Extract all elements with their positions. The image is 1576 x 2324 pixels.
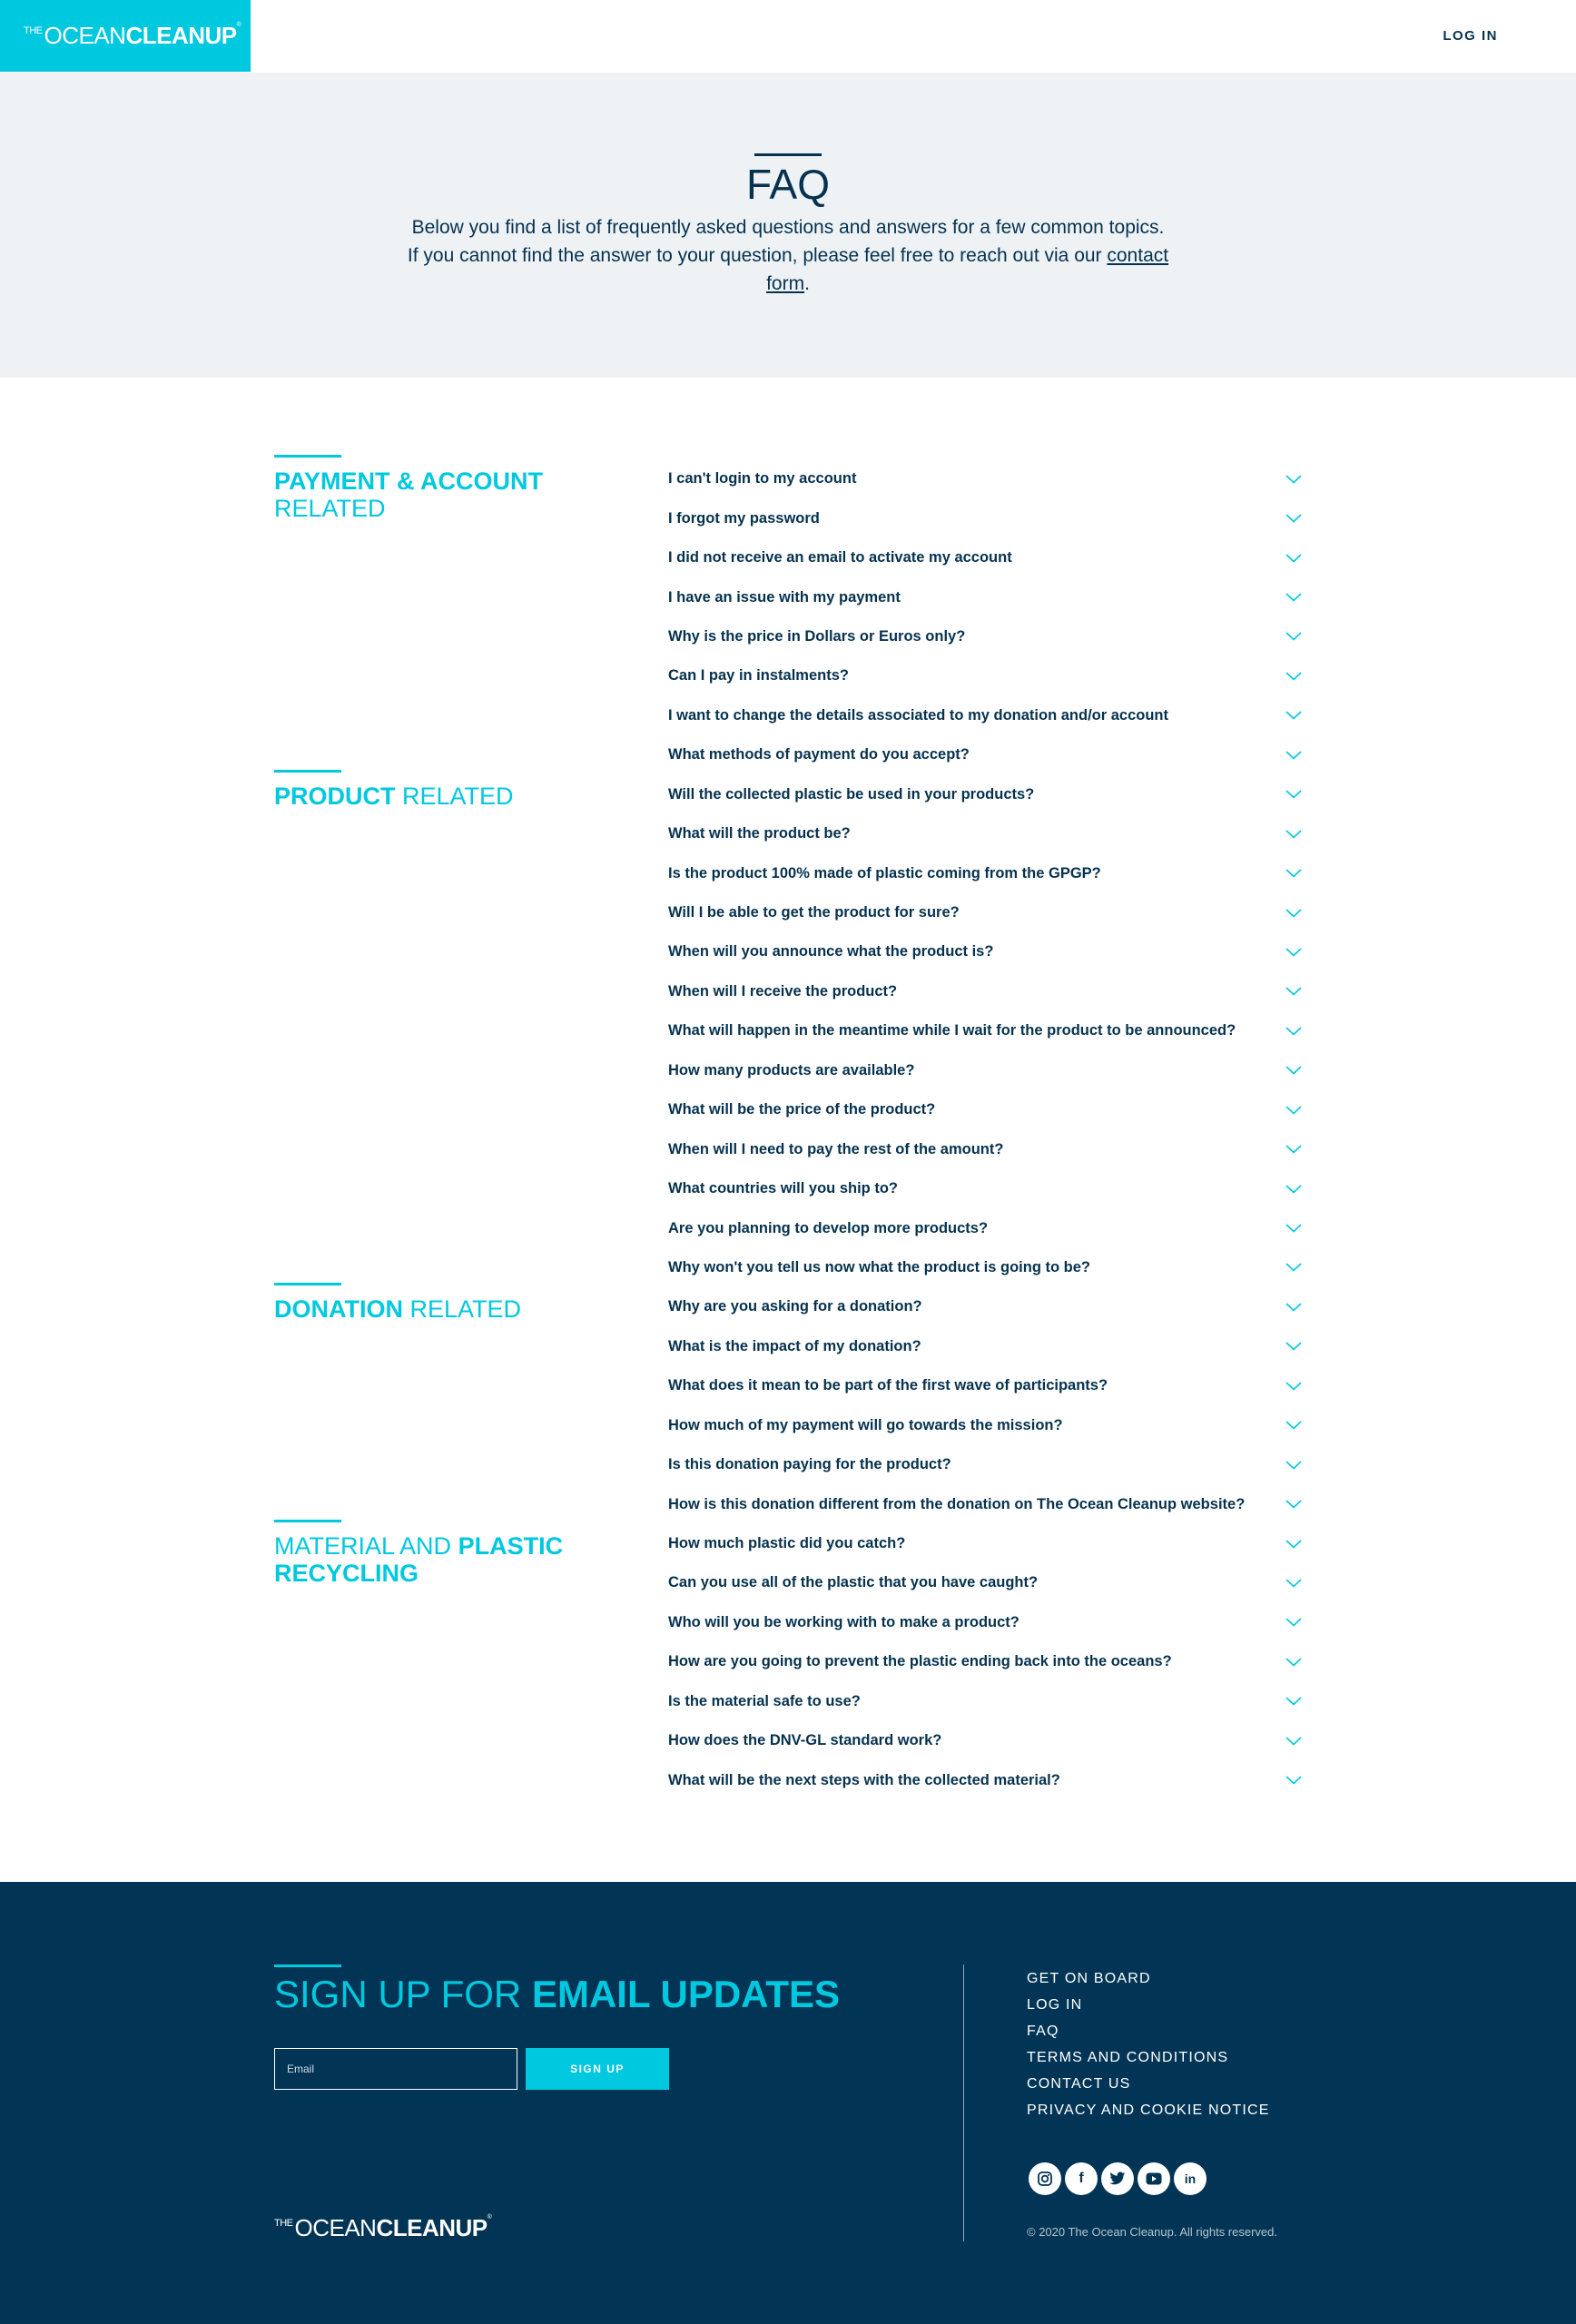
faq-question-text: When will I receive the product? (668, 982, 898, 1000)
chevron-down-icon (1285, 1618, 1302, 1627)
faq-question-text: I forgot my password (668, 509, 820, 527)
chevron-down-icon (1285, 1461, 1302, 1470)
chevron-down-icon (1285, 593, 1302, 602)
faq-question-item[interactable] (668, 617, 1304, 656)
faq-question-text: Why are you asking for a donation? (668, 1298, 922, 1315)
faq-question-item[interactable] (668, 1760, 1304, 1799)
chevron-down-icon (1285, 1382, 1302, 1391)
faq-question-text: How much of my payment will go towards the mission? (668, 1416, 1063, 1433)
faq-question-item[interactable] (668, 1129, 1304, 1168)
chevron-down-icon (1285, 948, 1302, 957)
category-accent-line (274, 1520, 341, 1522)
faq-question-item[interactable] (668, 1603, 1304, 1642)
chevron-down-icon (1285, 1500, 1302, 1509)
faq-question-item[interactable] (668, 538, 1304, 577)
faq-question-text: I did not receive an email to activate my account (668, 549, 1012, 566)
faq-question-text: How is this donation different from the donation on The Ocean Cleanup website? (668, 1495, 1246, 1512)
faq-question-text: Will the collected plastic be used in your products? (668, 785, 1035, 803)
signup-accent-line (274, 1965, 341, 1967)
chevron-down-icon (1285, 790, 1302, 799)
chevron-down-icon (1285, 987, 1302, 996)
faq-question-item[interactable] (668, 1208, 1304, 1247)
faq-question-item[interactable] (668, 1524, 1304, 1563)
category-donation: DONATION RELATED (274, 1295, 619, 1323)
faq-question-item[interactable] (668, 1563, 1304, 1602)
chevron-down-icon (1285, 1185, 1302, 1194)
faq-question-text: What does it mean to be part of the first wave of participants? (668, 1377, 1108, 1394)
faq-question-item[interactable] (668, 1721, 1304, 1760)
chevron-down-icon (1285, 1697, 1302, 1706)
faq-question-text: Why is the price in Dollars or Euros only? (668, 627, 966, 645)
faq-question-text: Is the product 100% made of plastic coming from the GPGP? (668, 864, 1101, 881)
chevron-down-icon (1285, 1737, 1302, 1746)
faq-question-item[interactable] (668, 577, 1304, 616)
faq-question-item[interactable] (668, 775, 1304, 814)
faq-hero (0, 73, 1576, 378)
faq-question-item[interactable] (668, 1642, 1304, 1681)
faq-question-text: I have an issue with my payment (668, 588, 901, 606)
faq-question-item[interactable] (668, 853, 1304, 892)
chevron-down-icon (1285, 1263, 1302, 1272)
faq-question-text: What will happen in the meantime while I wait for the product to be announced? (668, 1022, 1236, 1039)
faq-question-text: Are you planning to develop more products? (668, 1219, 989, 1236)
faq-question-text: What will the product be? (668, 825, 851, 842)
youtube-icon[interactable] (1138, 2162, 1170, 2195)
signup-title: SIGN UP FOR EMAIL UPDATES (274, 1973, 841, 2015)
faq-question-text: How does the DNV-GL standard work? (668, 1732, 942, 1749)
chevron-down-icon (1285, 554, 1302, 563)
chevron-down-icon (1285, 751, 1302, 760)
faq-question-text: Why won't you tell us now what the product is going to be? (668, 1258, 1090, 1275)
email-input[interactable] (274, 2048, 517, 2090)
faq-question-text: Can I pay in instalments? (668, 667, 849, 684)
faq-question-text: What is the impact of my donation? (668, 1337, 921, 1354)
faq-question-text: I want to change the details associated to my donation and/or account (668, 706, 1169, 724)
site-footer (0, 1882, 1576, 2324)
faq-question-text: How many products are available? (668, 1061, 915, 1078)
social-links (1029, 2162, 1207, 2195)
twitter-icon[interactable] (1101, 2162, 1134, 2195)
faq-question-text: Can you use all of the plastic that you have caught? (668, 1574, 1039, 1591)
chevron-down-icon (1285, 475, 1302, 484)
faq-question-item[interactable] (668, 459, 1304, 498)
faq-question-item[interactable] (668, 1327, 1304, 1366)
faq-question-item[interactable] (668, 1445, 1304, 1484)
intro-text: Below you find a list of frequently asked questions and answers for a few common topics. If you cannot find the answer to your question, please feel free to reach out via our contact form. (407, 217, 1169, 294)
faq-question-item[interactable] (668, 735, 1304, 774)
chevron-down-icon (1285, 1421, 1302, 1430)
category-payment-account: PAYMENT & ACCOUNT RELATED (274, 468, 619, 522)
chevron-down-icon (1285, 1145, 1302, 1154)
footer-nav (1027, 1965, 1270, 2123)
page-title: FAQ (745, 161, 831, 208)
linkedin-icon[interactable]: in (1174, 2162, 1207, 2195)
faq-question-item[interactable] (668, 972, 1304, 1011)
faq-question-text: When will I need to pay the rest of the amount? (668, 1140, 1004, 1157)
signup-button[interactable]: SIGN UP (526, 2048, 669, 2090)
faq-question-text: What will be the price of the product? (668, 1101, 936, 1118)
faq-question-text: I can't login to my account (668, 470, 857, 487)
footer-logo: $^{THE}$OCEANCLEANUP® (274, 2214, 492, 2241)
chevron-down-icon (1285, 514, 1302, 523)
chevron-down-icon (1285, 1540, 1302, 1549)
footer-link-get-on-board[interactable]: GET ON BOARD (1027, 1971, 1151, 1986)
footer-link-faq[interactable]: FAQ (1027, 2024, 1059, 2039)
ocean-cleanup-logo: $^{THE}$OCEANCLEANUP® (24, 22, 241, 49)
chevron-down-icon (1285, 1027, 1302, 1036)
faq-question-text: How much plastic did you catch? (668, 1535, 906, 1552)
site-header (0, 0, 1576, 73)
title-accent-line (754, 153, 822, 156)
faq-question-item[interactable] (668, 893, 1304, 932)
faq-question-text: Will I be able to get the product for sure? (668, 904, 960, 921)
faq-question-item[interactable] (668, 656, 1304, 695)
faq-question-item[interactable] (668, 696, 1304, 735)
chevron-down-icon (1285, 632, 1302, 641)
chevron-down-icon (1285, 830, 1302, 839)
faq-question-item[interactable] (668, 1090, 1304, 1129)
chevron-down-icon (1285, 1224, 1302, 1233)
faq-question-text: When will you announce what the product is? (668, 943, 994, 960)
faq-question-item[interactable] (668, 1248, 1304, 1287)
category-accent-line (274, 770, 341, 773)
faq-question-text: Is the material safe to use? (668, 1692, 861, 1709)
chevron-down-icon (1285, 1303, 1302, 1312)
logo-link[interactable] (0, 0, 251, 72)
chevron-down-icon (1285, 909, 1302, 918)
category-accent-line (274, 455, 341, 458)
faq-question-item[interactable] (668, 1011, 1304, 1050)
faq-question-item[interactable] (668, 1406, 1304, 1445)
chevron-down-icon (1285, 1066, 1302, 1075)
footer-link-privacy[interactable]: PRIVACY AND COOKIE NOTICE (1027, 2102, 1270, 2118)
footer-divider (963, 1965, 964, 2241)
faq-question-text: Who will you be working with to make a product? (668, 1613, 1019, 1630)
faq-question-item[interactable] (668, 1484, 1304, 1523)
faq-question-item[interactable] (668, 1682, 1304, 1721)
chevron-down-icon (1285, 672, 1302, 681)
faq-question-text: Is this donation paying for the product? (668, 1456, 951, 1473)
chevron-down-icon (1285, 1776, 1302, 1785)
faq-question-item[interactable] (668, 932, 1304, 971)
faq-question-item[interactable] (668, 1366, 1304, 1405)
faq-question-item[interactable] (668, 1287, 1304, 1326)
chevron-down-icon (1285, 1579, 1302, 1588)
copyright-text: © 2020 The Ocean Cleanup. All rights reserved. (1027, 2225, 1277, 2239)
chevron-down-icon (1285, 1342, 1302, 1351)
facebook-icon[interactable]: f (1065, 2162, 1098, 2195)
faq-question-list (668, 459, 1304, 1800)
faq-question-item[interactable] (668, 814, 1304, 853)
footer-link-terms[interactable]: TERMS AND CONDITIONS (1027, 2050, 1229, 2065)
chevron-down-icon (1285, 1658, 1302, 1667)
chevron-down-icon (1285, 1106, 1302, 1115)
faq-question-item[interactable] (668, 1169, 1304, 1208)
faq-question-text: How are you going to prevent the plastic ending back into the oceans? (668, 1653, 1172, 1670)
footer-link-login[interactable]: LOG IN (1027, 1997, 1083, 2013)
faq-question-item[interactable] (668, 498, 1304, 537)
category-accent-line (274, 1283, 341, 1285)
faq-question-text: What will be the next steps with the collected material? (668, 1771, 1060, 1788)
login-link[interactable]: LOG IN (1443, 28, 1498, 44)
chevron-down-icon (1285, 869, 1302, 878)
footer-link-contact[interactable]: CONTACT US (1027, 2076, 1131, 2092)
faq-question-text: What countries will you ship to? (668, 1180, 899, 1197)
instagram-icon[interactable] (1029, 2162, 1061, 2195)
faq-question-item[interactable] (668, 1051, 1304, 1090)
faq-question-text: What methods of payment do you accept? (668, 746, 970, 763)
chevron-down-icon (1285, 711, 1302, 720)
category-product: PRODUCT RELATED (274, 783, 619, 810)
category-material-recycling: MATERIAL AND PLASTIC RECYCLING (274, 1532, 619, 1587)
contact-form-link[interactable]: contact form (766, 245, 1169, 294)
